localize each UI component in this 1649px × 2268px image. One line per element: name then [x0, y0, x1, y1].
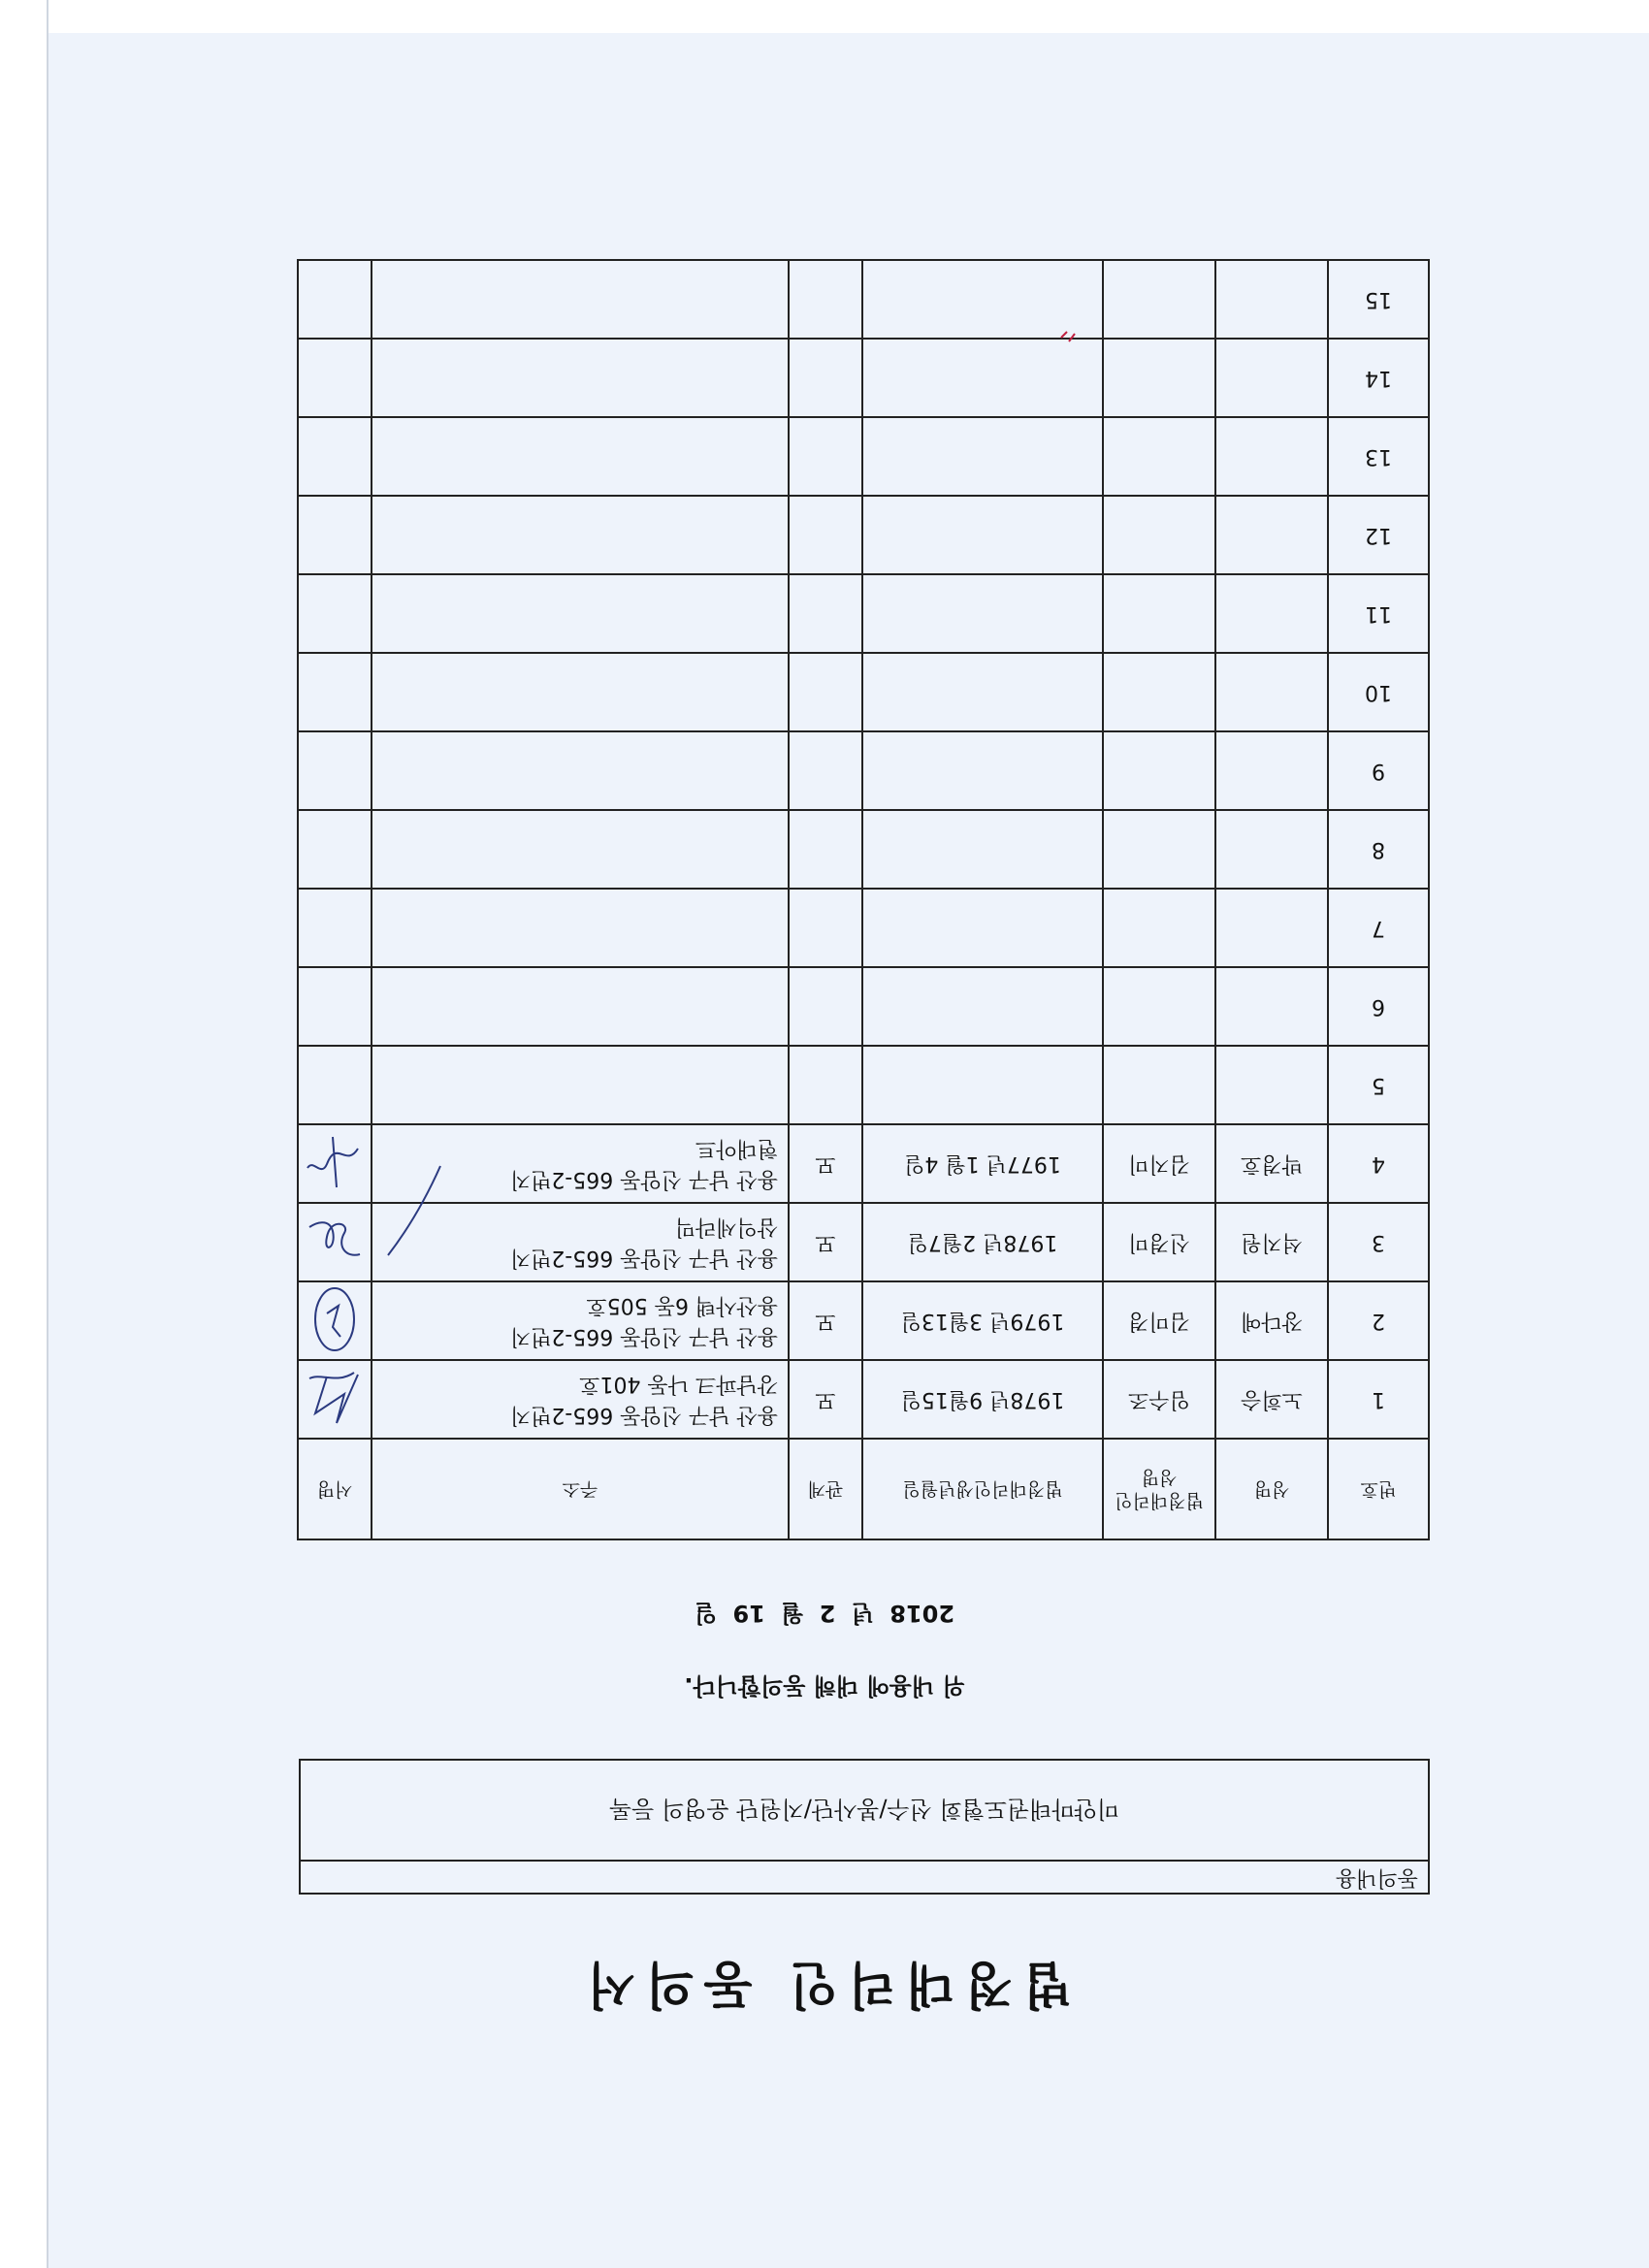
consent-content-box	[299, 1759, 1430, 1895]
row-name: 석지원	[1215, 1203, 1328, 1281]
row-guardian-birth: 1977년 1월 4일	[862, 1124, 1103, 1203]
stray-red-mark	[1057, 328, 1077, 347]
header-name: 성명	[1215, 1439, 1328, 1539]
row-relation: 모	[789, 1124, 862, 1203]
row-no: 12	[1328, 496, 1429, 574]
address-line-1: 용산 남구 신암동 665-2번지	[509, 1324, 778, 1349]
header-guardian-name: 법정대리인성명	[1103, 1439, 1215, 1539]
row-name: 노희승	[1215, 1360, 1328, 1439]
row-guardian-birth: 1978년 9월15일	[862, 1360, 1103, 1439]
table-row	[298, 653, 1429, 731]
row-guardian-name: 임수조	[1103, 1360, 1215, 1439]
row-address	[372, 1360, 789, 1439]
row-no: 4	[1328, 1124, 1429, 1203]
row-no: 7	[1328, 889, 1429, 967]
agreement-statement: 위 내용에 대해 동의합니다.	[684, 1672, 965, 1700]
row-no: 11	[1328, 574, 1429, 653]
address-line-1: 용산 남구 신암동 665-2번지	[509, 1403, 778, 1428]
table-row	[298, 731, 1429, 810]
table-row	[298, 889, 1429, 967]
address-line-2: 삼익세라믹	[674, 1215, 778, 1240]
row-no: 14	[1328, 339, 1429, 417]
row-relation: 모	[789, 1203, 862, 1281]
table-row	[298, 1360, 1429, 1439]
signature-mark	[304, 1130, 366, 1198]
row-no: 2	[1328, 1281, 1429, 1360]
row-signature	[298, 1360, 372, 1439]
address-line-1: 용산 남구 신암동 665-2번지	[509, 1167, 778, 1192]
document-date: 2018 년 2 월 19 일	[694, 1600, 955, 1627]
row-name: 박경호	[1215, 1124, 1328, 1203]
row-guardian-name: 김미경	[1103, 1281, 1215, 1360]
table-row	[298, 339, 1429, 417]
table-row	[298, 260, 1429, 339]
row-no: 9	[1328, 731, 1429, 810]
table-row	[298, 1203, 1429, 1281]
address-line-2: 용산사택 6동 505호	[586, 1293, 778, 1318]
table-row	[298, 574, 1429, 653]
row-signature	[298, 1281, 372, 1360]
row-no: 13	[1328, 417, 1429, 496]
pen-stroke	[378, 1162, 446, 1259]
row-no: 10	[1328, 653, 1429, 731]
table-row	[298, 1046, 1429, 1124]
header-guardian-birth: 법정대리인생년월일	[862, 1439, 1103, 1539]
row-guardian-name: 김지미	[1103, 1124, 1215, 1203]
signature-mark	[304, 1366, 366, 1434]
header-no: 번호	[1328, 1439, 1429, 1539]
row-relation: 모	[789, 1360, 862, 1439]
address-line-2: 현대아트	[695, 1136, 778, 1161]
row-signature	[298, 1124, 372, 1203]
row-no: 1	[1328, 1360, 1429, 1439]
address-line-1: 용산 남구 신암동 665-2번지	[509, 1246, 778, 1271]
row-no: 8	[1328, 810, 1429, 889]
table-header-row	[298, 1439, 1429, 1539]
table-row	[298, 967, 1429, 1046]
row-guardian-name: 신경미	[1103, 1203, 1215, 1281]
row-no: 5	[1328, 1046, 1429, 1124]
table-row	[298, 1281, 1429, 1360]
row-address	[372, 1281, 789, 1360]
row-guardian-birth: 1979년 3월13일	[862, 1281, 1103, 1360]
table-row	[298, 417, 1429, 496]
header-relation: 관계	[789, 1439, 862, 1539]
row-no: 15	[1328, 260, 1429, 339]
signature-mark	[304, 1209, 366, 1277]
row-relation: 모	[789, 1281, 862, 1360]
address-line-2: 강남파크 나동 401호	[579, 1372, 778, 1397]
header-address: 주소	[372, 1439, 789, 1539]
guardian-table	[297, 259, 1430, 1540]
row-signature	[298, 1203, 372, 1281]
signature-mark	[304, 1285, 366, 1357]
consent-body: 미얀마태권도협회 선수/봉사단/지원단 운영의 등록	[609, 1796, 1119, 1823]
document-title: 법정대리인 동의서	[577, 1955, 1072, 2013]
row-no: 6	[1328, 967, 1429, 1046]
row-name: 장다예	[1215, 1281, 1328, 1360]
header-signature: 서명	[298, 1439, 372, 1539]
table-row	[298, 1124, 1429, 1203]
row-no: 3	[1328, 1203, 1429, 1281]
consent-header: 동의내용	[301, 1860, 1428, 1893]
row-guardian-birth: 1978년 2월7일	[862, 1203, 1103, 1281]
table-row	[298, 496, 1429, 574]
table-row	[298, 810, 1429, 889]
